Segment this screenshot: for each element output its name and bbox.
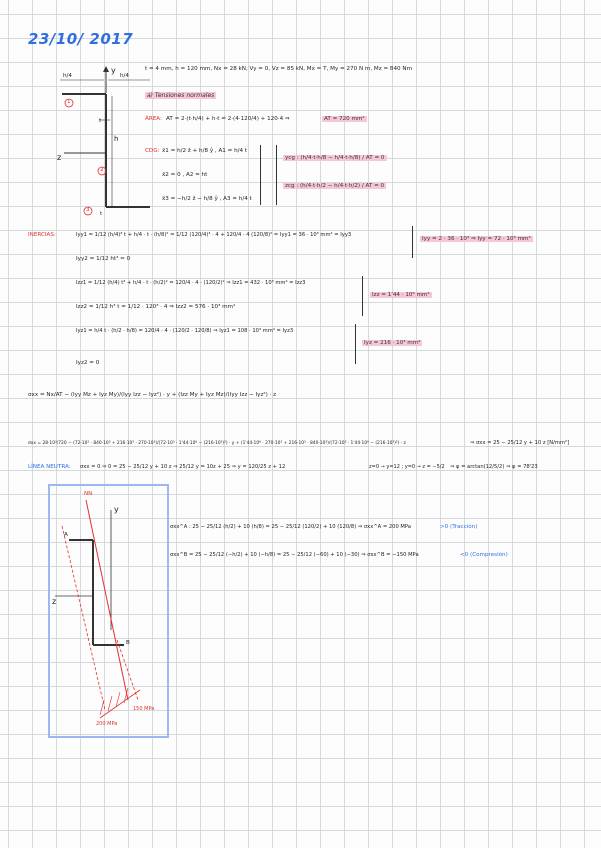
inercias-label: INERCIAS: bbox=[28, 232, 56, 238]
given-data: t = 4 mm, h = 120 mm, Nx = 28 kN, Vy = 0, Vz = 85 kN, Mx = T, My = 270 N m, Mz = 840 Nm bbox=[145, 66, 413, 72]
t-label: t bbox=[99, 118, 102, 124]
part-1-label: 1 bbox=[67, 99, 71, 105]
stress-z-axis-label: z bbox=[52, 597, 57, 606]
iyy-total-value: Iyy = 2 · 36 · 10³ ⇒ Iyy = 72 · 10³ mm⁴ bbox=[422, 236, 531, 242]
iyz1-equation: Iyz1 = h/4 t · (h/2 · h/8) = 120/4 · 4 · (120/2 · 120/8) ⇒ Iyz1 = 108 · 10³ mm⁴ = Iyz3 bbox=[76, 328, 294, 334]
cdg-part-3: x̄3 = −h/2 ẑ − h/8 ŷ , A3 = h/4 t bbox=[162, 196, 252, 202]
sigma-numeric: σxx = 28·10³/720 − (72·10³ · 840·10³ + 216·10³ · 270·10³)/(72·10³ · 1'44·10⁶ − (216·10³)²) · y + (1'44·10⁶ · 270·10³ + 216·10³ · 840·10³)/(72·10³ · 1'44·10⁶ − (216·10³)²) · z bbox=[28, 441, 406, 446]
neutral-line-angle: ⇒ φ = arctan(12/5/2) ⇒ φ = 78'23 bbox=[450, 464, 538, 470]
neutral-line-equation: σxx = 0 ⇒ 0 = 25 − 25/12 y + 10 z ⇒ 25/12 y = 10z + 25 ⇒ y = 120/25 z + 12 bbox=[80, 464, 286, 470]
z-axis-label: z bbox=[57, 153, 62, 162]
cdg-result-y-value: ycg : (h/4·t·h/8 − h/4·t·h/8) / AT = 0 bbox=[285, 155, 385, 161]
part-3-label: 3 bbox=[86, 207, 90, 213]
sigma-general-formula: σxx = Nx/AT − (Iyy Mz + Iyz My)/(Iyy Izz − Iyz²) · y + (Izz My + Iyz Mz)/(Iyy Izz − Iyz²) · z bbox=[28, 392, 277, 398]
part-2-label: 2 bbox=[100, 167, 104, 173]
y-axis-label: y bbox=[111, 66, 116, 75]
sigma-b-note: <0 (Compresión) bbox=[460, 552, 508, 558]
iyz-total-value: Iyz = 216 · 10³ mm⁴ bbox=[364, 340, 421, 346]
sigma-b-equation: σxx^B = 25 − 25/12 (−h/2) + 10 (−h/8) = 25 − 25/12 (−60) + 10 (−30) ⇒ σxx^B = −150 MPa bbox=[170, 552, 419, 558]
iyy2-equation: Iyy2 = 1/12 ht³ ≈ 0 bbox=[76, 256, 131, 262]
cdg-result-z-value: zcg : (h/4·t·h/2 − h/4·t·h/2) / AT = 0 bbox=[285, 183, 385, 189]
neutral-line-points: z=0 → y=12 ; y=0 → z = −5/2 bbox=[369, 464, 445, 470]
sigma-result: ⇒ σxx = 25 − 25/12 y + 10 z [N/mm²] bbox=[470, 440, 570, 446]
h-label: h bbox=[114, 135, 119, 143]
date-heading: 23/10/ 2017 bbox=[28, 30, 134, 48]
point-b-label: B bbox=[126, 640, 130, 646]
area-equation: AT = 2·(t·h/4) + h·t = 2·(4·120/4) + 120·4 ⇒ bbox=[166, 116, 290, 122]
dim-right-label: h/4 bbox=[120, 73, 129, 79]
cdg-label: CDG: bbox=[145, 148, 160, 154]
point-a-label: A bbox=[64, 532, 68, 538]
stress-a-label: 200 MPa bbox=[96, 721, 118, 727]
sigma-a-equation: σxx^A : 25 − 25/12 (h/2) + 10 (h/8) = 25 − 25/12 (120/2) + 10 (120/8) ⇒ σxx^A = 200 MPa bbox=[170, 524, 411, 530]
stress-b-label: 150 MPa bbox=[133, 706, 155, 712]
cdg-part-1: x̄1 = h/2 ẑ + h/8 ŷ , A1 = h/4 t bbox=[162, 148, 248, 154]
izz1-equation: Izz1 = 1/12 (h/4) t³ + h/4 · t · (h/2)² = 120/4 · 4 · (120/2)² ⇒ Izz1 = 432 · 10³ mm⁴ = Izz3 bbox=[76, 280, 306, 286]
area-label: ÁREA: bbox=[145, 116, 162, 122]
cdg-part-2: x̄2 = 0 , A2 = ht bbox=[162, 172, 208, 178]
area-result-value: AT = 720 mm² bbox=[324, 116, 365, 122]
neutral-axis-label: NN bbox=[84, 491, 93, 497]
t-bottom-label: t bbox=[100, 211, 103, 217]
izz-total-value: Izz = 1'44 · 10⁶ mm⁴ bbox=[372, 292, 430, 298]
iyz2-equation: Iyz2 = 0 bbox=[76, 360, 100, 366]
izz2-equation: Izz2 = 1/12 h³ t = 1/12 · 120³ · 4 ⇒ Izz2 = 576 · 10³ mm⁴ bbox=[76, 304, 236, 310]
sigma-a-note: >0 (Tracción) bbox=[440, 524, 478, 530]
neutral-line-label: LÍNEA NEUTRA: bbox=[28, 464, 71, 470]
iyy1-equation: Iyy1 = 1/12 (h/4)³ t + h/4 · t · (h/8)² = 1/12 (120/4)³ · 4 + 120/4 · 4 (120/8)² = Iyy1 = 36 · 10³ mm⁴ = Iyy3 bbox=[76, 232, 352, 238]
stress-y-axis-label: y bbox=[114, 505, 119, 514]
section-a-label: a) Tensiones normales bbox=[147, 92, 215, 99]
dim-left-label: h/4 bbox=[63, 73, 72, 79]
